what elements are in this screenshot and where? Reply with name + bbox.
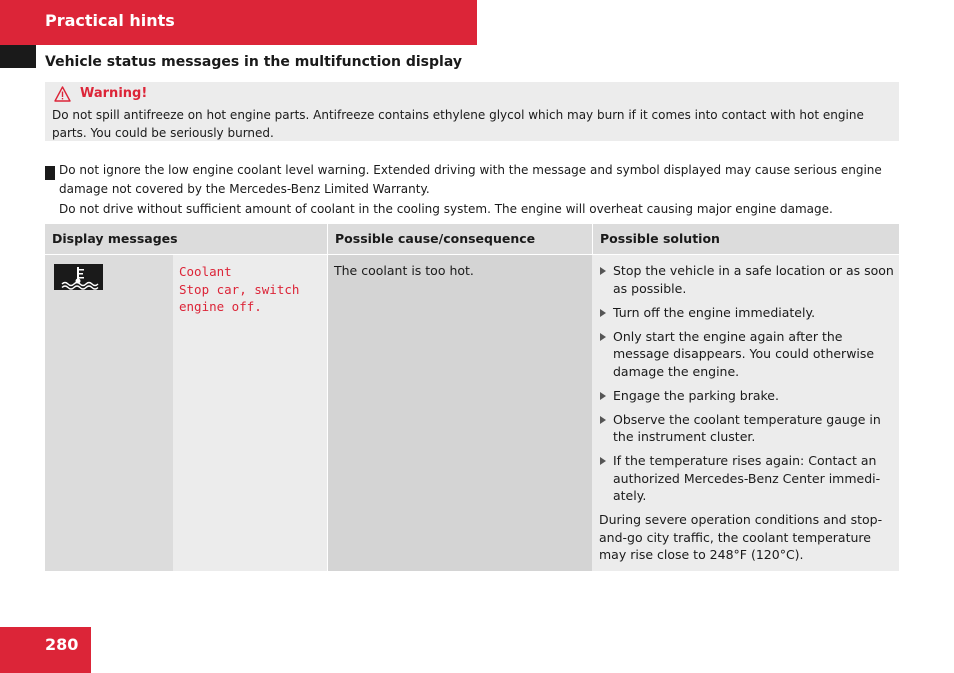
solution-text: Turn off the engine immediately. [613, 304, 816, 320]
list-item [599, 328, 895, 381]
cause-text: The coolant is too hot. [334, 263, 474, 278]
table-row [45, 255, 899, 571]
arrow-right-icon [600, 309, 606, 317]
solution-text: If the temperature rises again: Contact an authorized Mercedes-Benz Center immedi-ately. [613, 453, 881, 503]
list-item [599, 262, 895, 297]
section-title: Vehicle status messages in the multifunction display [45, 54, 462, 70]
solution-list [599, 262, 895, 564]
message-line: Stop car, switch [179, 281, 300, 297]
message-cell [173, 255, 327, 571]
arrow-right-icon [600, 457, 606, 465]
exclamation-icon: ! [45, 166, 55, 180]
solution-note: During severe operation conditions and stop-and-go city traffic, the coolant temperature may rise close to 248°F (120°C). [599, 512, 883, 562]
solution-text: Engage the parking brake. [613, 387, 779, 403]
cause-cell [328, 255, 592, 571]
message-line: engine off. [179, 299, 262, 314]
warning-text: Do not spill antifreeze on hot engine parts. Antifreeze contains ethylene glycol which may burn if it comes into contact with hot engine parts. You could be seriously burned. [52, 108, 864, 140]
header-cause: Possible cause/consequence [335, 231, 536, 246]
solution-text: Only start the engine again after the message disappears. You could otherwise damage the engine. [613, 328, 875, 379]
table-header [45, 224, 899, 254]
warning-label: Warning! [80, 86, 148, 101]
list-item [599, 304, 895, 322]
display-message [179, 263, 299, 316]
chapter-title: Practical hints [45, 11, 175, 30]
arrow-right-icon [600, 267, 606, 275]
solution-cell [592, 255, 899, 571]
header-display-messages: Display messages [52, 231, 178, 246]
arrow-right-icon [600, 333, 606, 341]
note-paragraph-2: Do not drive without sufficient amount of coolant in the cooling system. The engine will overheat causing major engine damage. [59, 202, 833, 216]
solution-text: Stop the vehicle in a safe location or as soon as possible. [613, 263, 894, 296]
note-paragraph-1 [40, 161, 899, 198]
arrow-right-icon [600, 416, 606, 424]
arrow-right-icon [600, 392, 606, 400]
list-item [599, 452, 895, 505]
warning-triangle-icon [54, 86, 71, 102]
page-number: 280 [45, 635, 79, 654]
warning-heading [54, 86, 147, 102]
warning-box [45, 82, 899, 141]
note-text-1: Do not ignore the low engine coolant level warning. Extended driving with the message and symbol displayed may cause serious engine damage not covered by the Mercedes-Benz Limited Warranty. [59, 163, 882, 196]
header-solution: Possible solution [600, 231, 720, 246]
coolant-temperature-icon [54, 264, 103, 290]
message-line: Coolant [179, 264, 232, 279]
list-item [599, 411, 895, 446]
list-item [599, 387, 895, 405]
icon-cell [45, 255, 173, 571]
solution-text: Observe the coolant temperature gauge in the instrument cluster. [613, 411, 881, 444]
section-marker [0, 45, 36, 68]
